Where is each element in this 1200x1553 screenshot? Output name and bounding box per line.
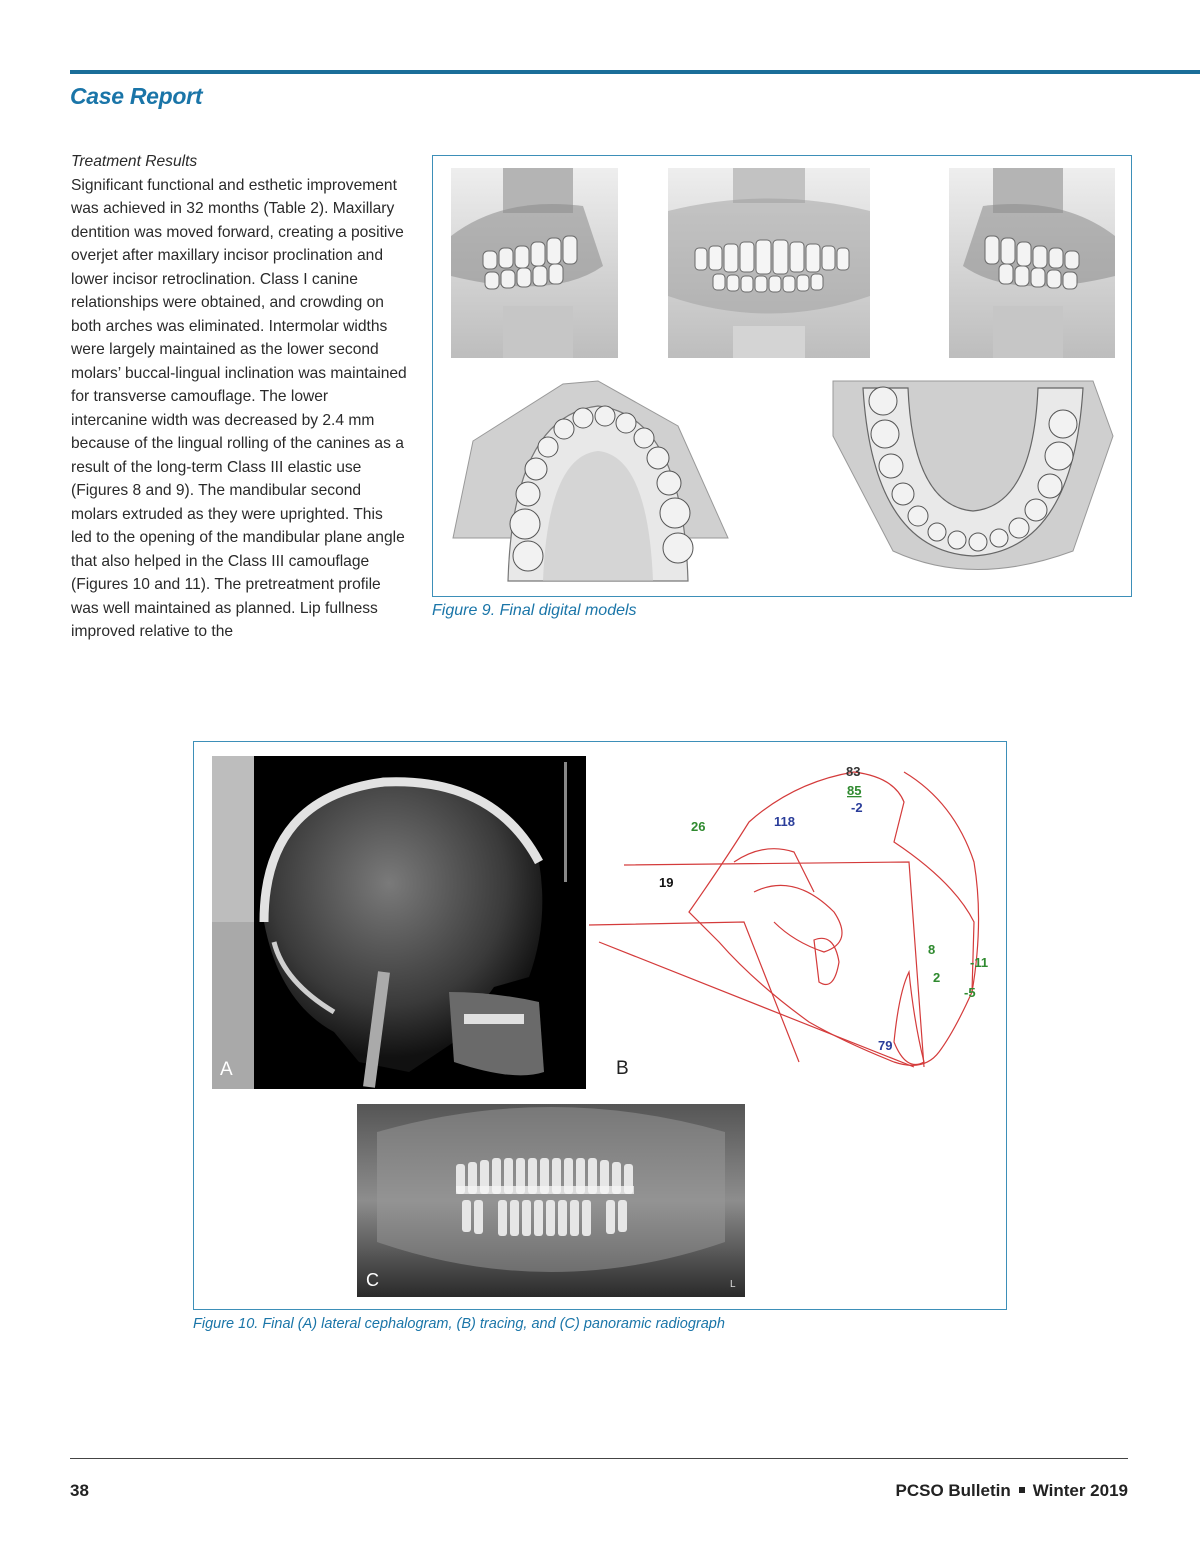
- radiographs-image: [194, 742, 1007, 1310]
- value-118: 118: [774, 814, 795, 829]
- value-26: 26: [691, 819, 706, 834]
- footer-journal: [895, 1481, 1128, 1501]
- panel-c-panoramic: [357, 1104, 745, 1297]
- panel-c-side-marker: L: [730, 1279, 736, 1290]
- section-subheading: Treatment Results: [71, 153, 198, 170]
- figure-9-caption: Figure 9. Final digital models: [432, 602, 637, 619]
- page-number: 38: [70, 1481, 89, 1500]
- footer-rule: [70, 1458, 1128, 1459]
- separator-square: [1019, 1487, 1025, 1493]
- figure-10-caption: Figure 10. Final (A) lateral cephalogram, (B) tracing, and (C) panoramic radiograph: [193, 1316, 725, 1332]
- model-left-buccal: [949, 168, 1115, 358]
- digital-models-image: [433, 156, 1132, 597]
- panel-a-label: A: [220, 1059, 233, 1080]
- model-maxillary-occlusal: [453, 381, 728, 581]
- value-85: 85: [847, 783, 862, 798]
- body-column: [71, 150, 407, 644]
- value-83: 83: [846, 764, 861, 779]
- header-rule: [70, 70, 1200, 74]
- model-mandibular-occlusal: [833, 381, 1113, 570]
- section-label: Case Report: [70, 83, 203, 109]
- value-neg5: -5: [964, 985, 976, 1000]
- figure-9: [432, 155, 1132, 597]
- value-79: 79: [878, 1038, 893, 1053]
- body-paragraph: Significant functional and esthetic improvement was achieved in 32 months (Table 2). Maxillary dentition was moved forward, creating a positive overjet after maxillary incisor proclination and lower incisor retroclination. Class I canine relationships were obtained, and crowding on both arches was eliminated. Intermolar widths were largely maintained as the lower second molars’ buccal-lingual inclination was maintained for transverse camouflage. The lower intercanine width was decreased by 2.4 mm because of the lingual rolling of the canines as a result of the long-term Class III elastic use (Figures 8 and 9). The mandibular second molars extruded as they were uprighted. This led to the opening of the mandibular plane angle that also helped in the Class III camouflage (Figures 10 and 11). The pretreatment profile was well maintained as planned. Lip fullness improved relative to the: [71, 176, 407, 640]
- journal-name: PCSO Bulletin: [895, 1481, 1011, 1500]
- panel-c-label: C: [366, 1270, 379, 1290]
- value-8: 8: [928, 942, 936, 957]
- panel-a-cephalogram: [212, 756, 586, 1089]
- model-frontal: [668, 168, 870, 358]
- model-right-buccal: [451, 168, 618, 358]
- value-19: 19: [659, 875, 674, 890]
- value-neg11: -11: [970, 955, 989, 970]
- figure-10: [193, 741, 1007, 1310]
- issue-date: Winter 2019: [1032, 1481, 1128, 1500]
- value-neg2: -2: [851, 800, 863, 815]
- panel-b-label: B: [616, 1058, 629, 1079]
- value-2: 2: [933, 970, 941, 985]
- tracing-values: [659, 764, 988, 1053]
